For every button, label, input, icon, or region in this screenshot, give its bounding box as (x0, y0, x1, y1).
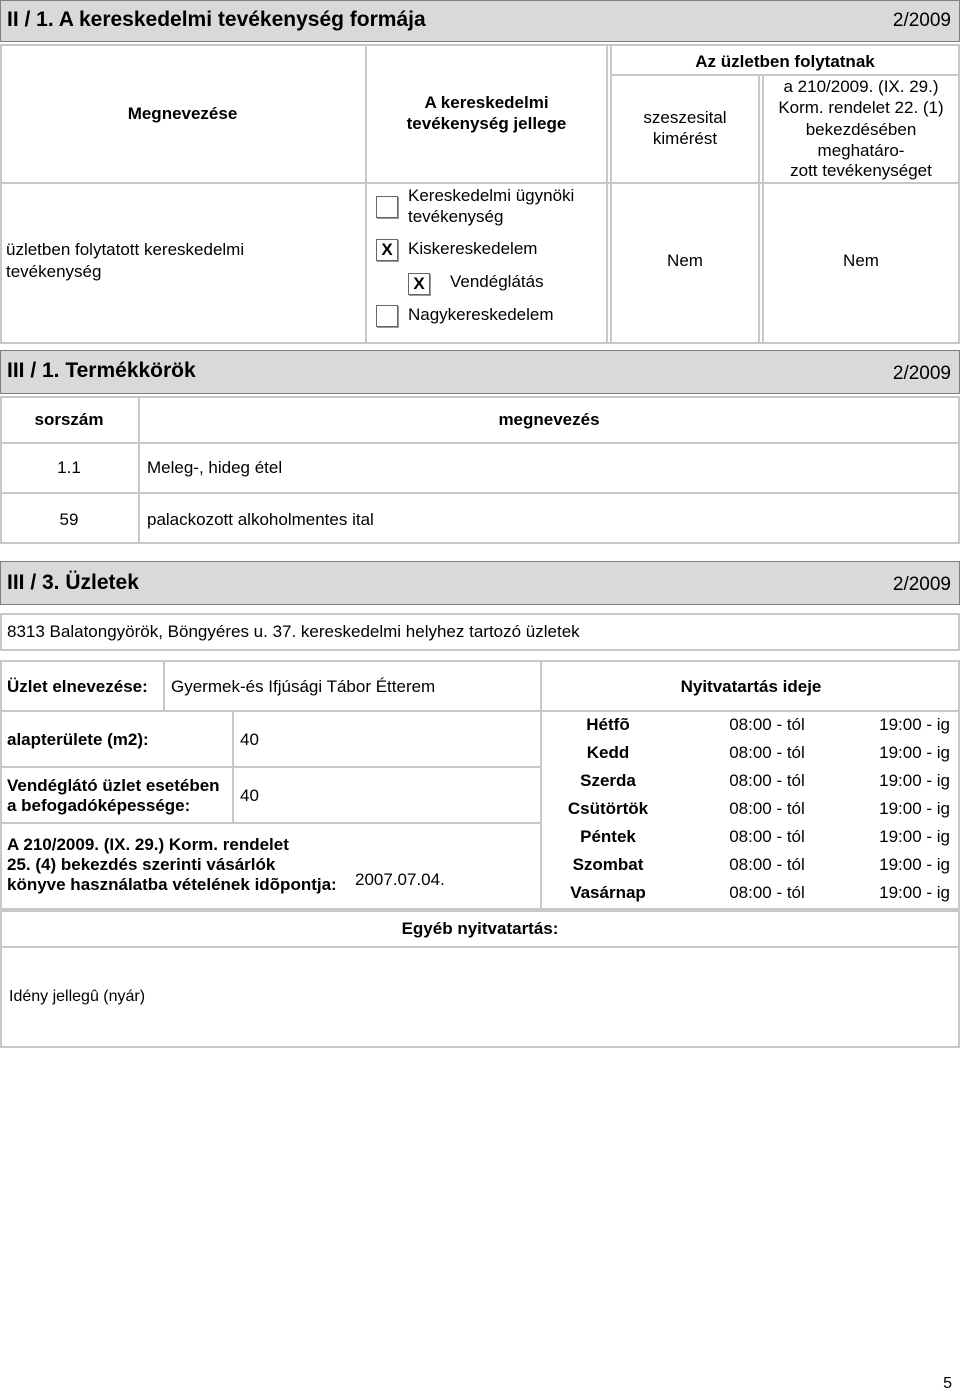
agent-checkbox[interactable] (376, 196, 398, 218)
capacity-value: 40 (240, 786, 259, 805)
wholesale-checkbox[interactable] (376, 305, 398, 327)
divider (0, 492, 960, 494)
area-label: alapterülete (m2): (7, 730, 149, 749)
hours-header: Nyitvatartás ideje (680, 677, 822, 696)
area-value: 40 (240, 730, 259, 749)
catering-label: Vendéglátás (450, 272, 544, 291)
open-from: 08:00 - tól (729, 743, 805, 762)
wholesale-label: Nagykereskedelem (408, 305, 554, 324)
open-from: 08:00 - tól (729, 771, 805, 790)
day-name: Vasárnap (570, 883, 646, 902)
book-label-2: 25. (4) bekezdés szerinti vásárlók (7, 855, 276, 874)
day-name: Szombat (572, 855, 644, 874)
open-to: 19:00 - ig (879, 715, 950, 734)
divider (0, 182, 960, 184)
retail-label: Kiskereskedelem (408, 239, 538, 258)
hours-row (542, 799, 960, 827)
col-name-header: Megnevezése (127, 104, 238, 123)
day-name: Péntek (580, 827, 636, 846)
hours-row (542, 771, 960, 799)
day-name: Szerda (580, 771, 636, 790)
col-alcohol-header-2: kimérést (652, 129, 718, 148)
col-type-header-1: A kereskedelmi (424, 93, 549, 112)
col-product-header: megnevezés (498, 410, 600, 429)
catering-checkbox[interactable]: X (408, 273, 430, 295)
row-name-2: tevékenység (6, 262, 102, 281)
product-name: palackozott alkoholmentes ital (147, 510, 374, 529)
day-name: Kedd (586, 743, 630, 762)
day-name: Csütörtök (567, 799, 649, 818)
hours-row (542, 743, 960, 771)
section-year: 2/2009 (892, 10, 951, 31)
open-from: 08:00 - tól (729, 883, 805, 902)
product-name: Meleg-, hideg étel (147, 458, 283, 477)
section-header-activity-form (0, 0, 960, 42)
agent-label-1: Kereskedelmi ügynöki (408, 186, 575, 205)
agent-label-2: tevékenység (408, 207, 504, 226)
divider (758, 76, 760, 344)
open-to: 19:00 - ig (879, 771, 950, 790)
book-date: 2007.07.04. (355, 870, 445, 889)
divider (612, 74, 958, 76)
section-year: 2/2009 (892, 574, 951, 595)
product-number: 1.1 (57, 458, 81, 477)
divider (0, 710, 960, 712)
retail-checkbox[interactable]: X (376, 239, 398, 261)
section-header-shops (0, 561, 960, 605)
col-type-header-2: tevékenység jellege (406, 114, 567, 133)
section-header-products (0, 350, 960, 394)
divider (0, 442, 960, 444)
capacity-label-2: a befogadóképessége: (7, 796, 191, 815)
open-to: 19:00 - ig (879, 883, 950, 902)
col-reg-header-3: bekezdésében (805, 120, 917, 139)
hours-row (542, 715, 960, 743)
open-from: 08:00 - tól (729, 827, 805, 846)
open-to: 19:00 - ig (879, 855, 950, 874)
divider (0, 766, 542, 768)
product-number: 59 (59, 510, 79, 529)
book-label-3: könyve használatba vételének idõpontja: (7, 875, 337, 894)
section-year: 2/2009 (892, 363, 951, 384)
open-to: 19:00 - ig (879, 799, 950, 818)
section-title: II / 1. A kereskedelmi tevékenység formája (7, 8, 426, 31)
divider (163, 660, 165, 712)
group-header: Az üzletben folytatnak (695, 52, 875, 71)
col-reg-header-5: zott tevékenységet (790, 161, 932, 180)
divider (610, 44, 612, 344)
shop-address: 8313 Balatongyörök, Böngyéres u. 37. kereskedelmi helyhez tartozó üzletek (7, 622, 580, 641)
col-number-header: sorszám (34, 410, 104, 429)
shop-name-label: Üzlet elnevezése: (7, 677, 148, 696)
divider (606, 44, 608, 344)
page-number: 5 (943, 1375, 952, 1392)
capacity-label-1: Vendéglátó üzlet esetében (7, 776, 220, 795)
col-alcohol-header-1: szeszesital (643, 108, 727, 127)
book-label-1: A 210/2009. (IX. 29.) Korm. rendelet (7, 835, 289, 854)
open-from: 08:00 - tól (729, 799, 805, 818)
divider (0, 822, 542, 824)
hours-row (542, 883, 960, 911)
divider (0, 946, 960, 948)
shop-name: Gyermek-és Ifjúsági Tábor Étterem (171, 677, 436, 696)
divider (365, 44, 367, 344)
open-from: 08:00 - tól (729, 715, 805, 734)
col-reg-header-2: Korm. rendelet 22. (1) (778, 98, 944, 117)
other-hours-value: Idény jellegû (nyár) (9, 988, 146, 1005)
alcohol-value: Nem (667, 251, 703, 270)
col-reg-header-4: meghatáro- (817, 141, 905, 160)
section-title: III / 1. Termékkörök (7, 359, 196, 382)
row-name-1: üzletben folytatott kereskedelmi (6, 240, 245, 259)
day-name: Hétfõ (586, 715, 630, 734)
hours-row (542, 855, 960, 883)
hours-row (542, 827, 960, 855)
open-to: 19:00 - ig (879, 743, 950, 762)
open-to: 19:00 - ig (879, 827, 950, 846)
section-title: III / 3. Üzletek (7, 571, 139, 594)
other-hours-label: Egyéb nyitvatartás: (401, 919, 559, 938)
divider (232, 712, 234, 822)
reg-value: Nem (843, 251, 879, 270)
open-from: 08:00 - tól (729, 855, 805, 874)
col-reg-header-1: a 210/2009. (IX. 29.) (783, 77, 939, 96)
